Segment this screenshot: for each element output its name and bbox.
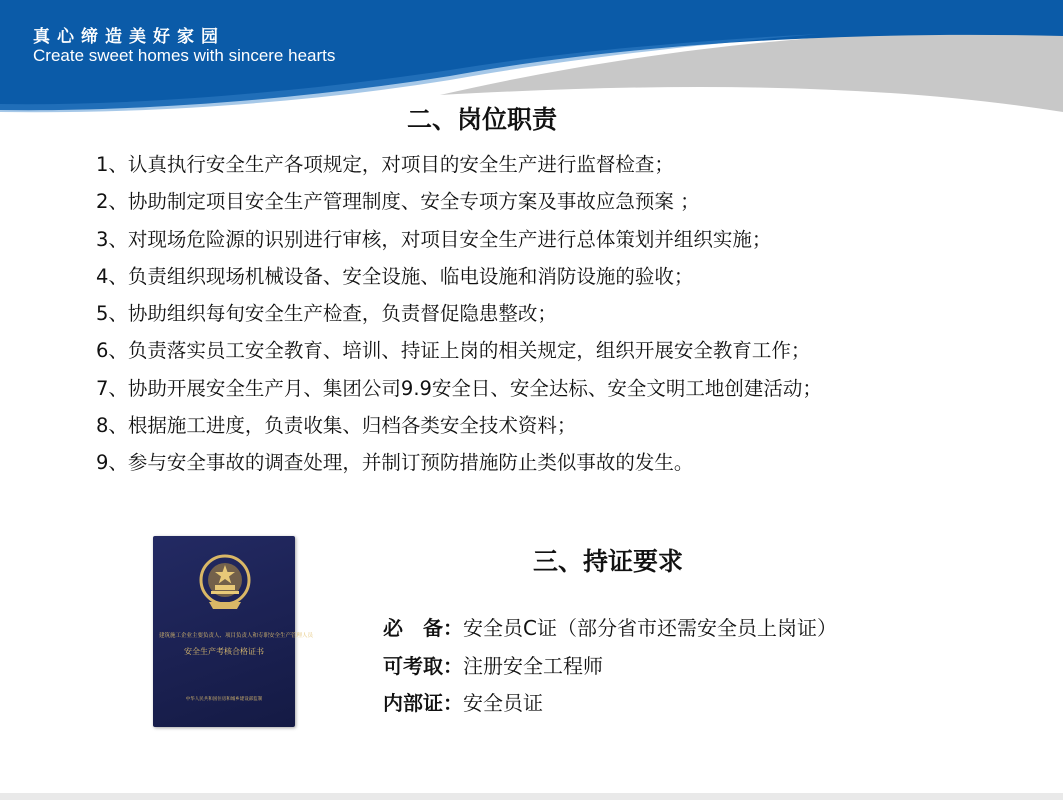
duty-item-3: 3、对现场危险源的识别进行审核，对项目安全生产进行总体策划并组织实施； <box>96 227 772 251</box>
bottom-divider <box>0 793 1063 800</box>
requirement-internal <box>383 685 837 723</box>
slogan-chinese: 真心缔造美好家园 <box>33 27 225 47</box>
duty-item-8: 8、根据施工进度，负责收集、归档各类安全技术资料； <box>96 414 577 438</box>
requirement-label: 内部证： <box>383 691 463 715</box>
duty-item-2: 2、协助制定项目安全生产管理制度、安全专项方案及事故应急预案 ； <box>96 190 700 214</box>
certificate-section-title: 三、持证要求 <box>533 547 684 576</box>
requirement-value: 注册安全工程师 <box>463 653 603 678</box>
duties-section-title: 二、岗位职责 <box>407 105 558 134</box>
requirement-label: 必 备： <box>383 616 463 640</box>
requirement-optional <box>383 648 837 686</box>
requirement-required <box>383 610 837 648</box>
requirement-label: 可考取： <box>383 653 463 678</box>
safety-certificate-book-image <box>153 536 314 727</box>
book-footer-line: 中华人民共和国住房和城乡建设部监制 <box>185 697 263 702</box>
requirement-value: 安全员证 <box>463 691 543 715</box>
duty-item-7: 7、协助开展安全生产月、集团公司9.9安全日、安全达标、安全文明工地创建活动； <box>96 376 822 400</box>
duty-item-9: 9、参与安全事故的调查处理，并制订预防措施防止类似事故的发生。 <box>96 451 694 475</box>
requirement-value: 安全员C证（部分省市还需安全员上岗证） <box>463 616 837 640</box>
duty-item-4: 4、负责组织现场机械设备、安全设施、临电设施和消防设施的验收； <box>96 264 694 288</box>
requirements-list <box>383 610 837 723</box>
duty-item-1: 1、认真执行安全生产各项规定，对项目的安全生产进行监督检查； <box>96 153 674 176</box>
slogan-english: Create sweet homes with sincere hearts <box>33 46 336 65</box>
book-issuer-line: 建筑施工企业主要负责人、项目负责人和专职安全生产管理人员 <box>159 633 314 639</box>
national-emblem-icon <box>195 550 255 614</box>
duty-item-6: 6、负责落实员工安全教育、培训、持证上岗的相关规定，组织开展安全教育工作； <box>96 339 811 363</box>
duty-item-5: 5、协助组织每旬安全生产检查，负责督促隐患整改； <box>96 302 557 326</box>
book-title-line: 安全生产考核合格证书 <box>184 647 264 656</box>
duties-list <box>96 146 1056 482</box>
